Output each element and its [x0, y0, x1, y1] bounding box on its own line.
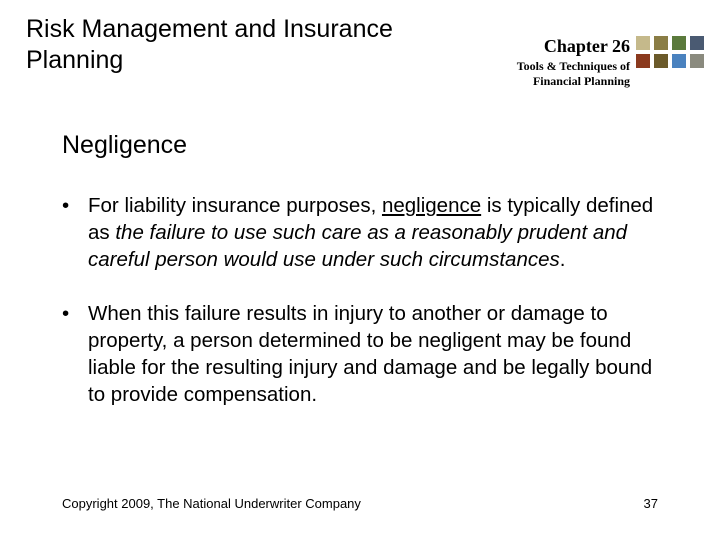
bullet-marker: •: [62, 194, 70, 217]
bullet-text-post: .: [559, 248, 566, 271]
book-subtitle: [517, 59, 630, 89]
square-2: [654, 36, 668, 50]
bullet-list: [62, 192, 662, 408]
bullet-marker: •: [62, 302, 70, 325]
square-8: [690, 54, 704, 68]
negligence-term: negligence: [381, 194, 482, 217]
page-number: 37: [643, 496, 658, 511]
square-7: [672, 54, 686, 68]
square-6: [654, 54, 668, 68]
copyright-notice: Copyright 2009, The National Underwriter Company: [62, 496, 361, 511]
deck-title: Risk Management and Insurance Planning: [26, 15, 393, 74]
square-1: [636, 36, 650, 50]
bullet-item-2: [62, 300, 662, 408]
negligence-definition: the failure to use such care as a reasonably prudent and careful person would use under such circumstances: [88, 221, 628, 271]
bullet-text-mid: is typically defined as: [88, 194, 654, 244]
square-3: [672, 36, 686, 50]
bullet-item-1: [62, 192, 662, 273]
square-4: [690, 36, 704, 50]
square-5: [636, 54, 650, 68]
slide-title: Negligence: [62, 131, 188, 159]
book-subtitle-line2: Financial Planning: [532, 74, 630, 88]
book-subtitle-line1: Tools & Techniques of: [516, 59, 630, 73]
bullet-text-pre: For liability insurance purposes,: [88, 194, 382, 217]
bullet-text: When this failure results in injury to another or damage to property, a person determined to be negligent may be found liable for the resulting injury and damage and be legally bound to provide compensation.: [88, 302, 653, 406]
chapter-block: [517, 36, 630, 89]
chapter-number: Chapter 26: [543, 36, 630, 56]
